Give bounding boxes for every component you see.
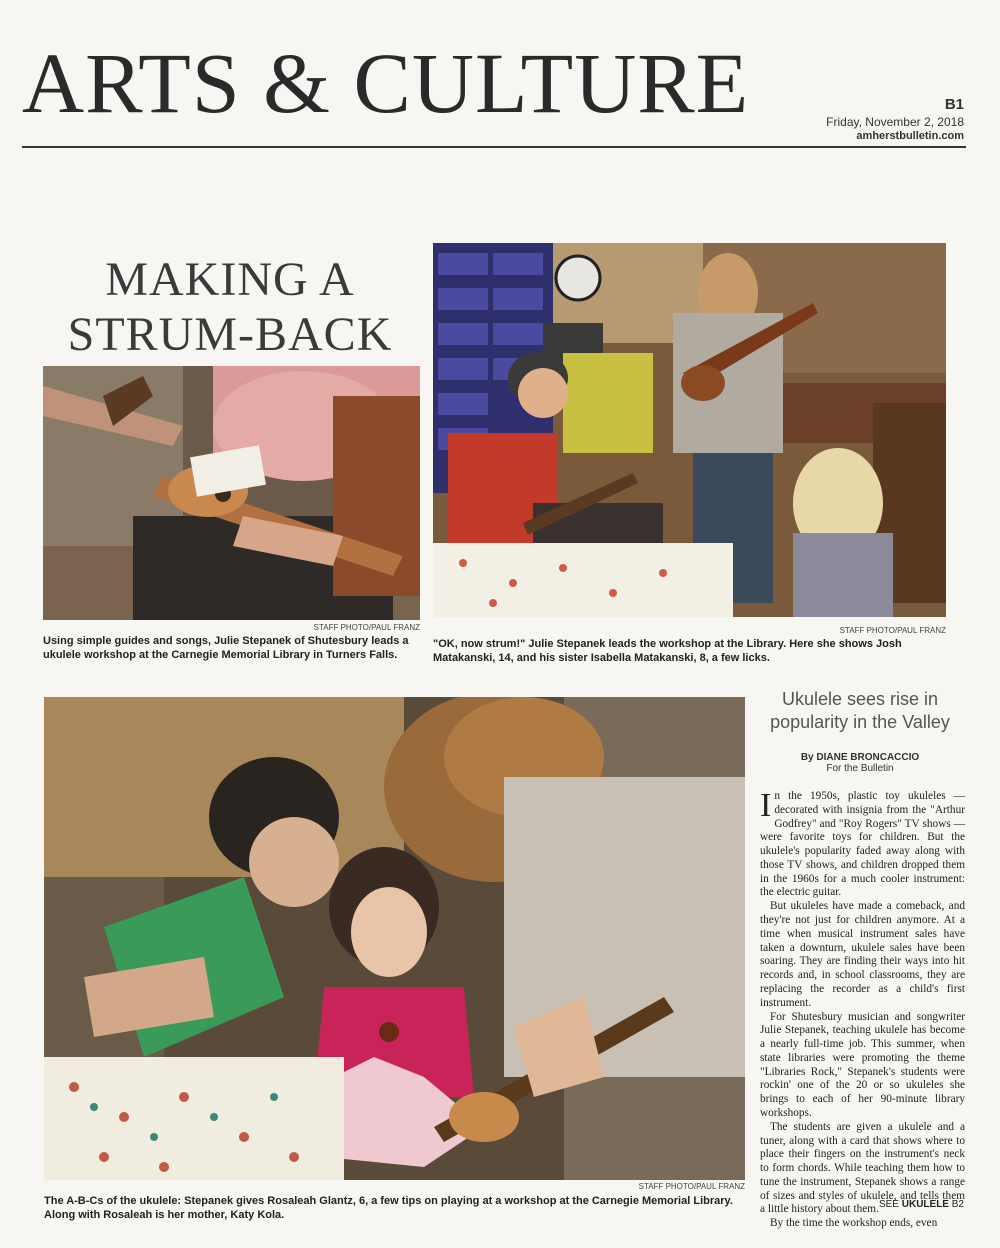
photo2-caption: "OK, now strum!" Julie Stepanek leads the workshop at the Library. Here she shows Josh Matakanski, 14, and his sister Isabella Matakanski, 8, a few licks. bbox=[433, 638, 902, 665]
photo3-credit: STAFF PHOTO/PAUL FRANZ bbox=[638, 1182, 745, 1191]
photo-girl-ukulele bbox=[44, 697, 745, 1180]
headline bbox=[40, 252, 420, 362]
drop-cap: I bbox=[760, 787, 772, 824]
byline-name: By DIANE BRONCACCIO bbox=[800, 752, 920, 763]
photo-workshop bbox=[433, 243, 946, 617]
byline-org: For the Bulletin bbox=[826, 763, 894, 774]
website: amherstbulletin.com bbox=[856, 130, 964, 142]
jump-line[interactable]: SEE UKULELE B2 bbox=[878, 1199, 964, 1210]
headline-line-2: STRUM-BACK bbox=[67, 308, 393, 362]
story-paragraph: But ukuleles have made a comeback, and they're not just for children anymore. At a time when musical instrument sales have taken a downturn, ukulele sales have been soaring. They are finding their ways into hit records and, in school classrooms, they are replacing the recorder as a child's first instrument. bbox=[760, 900, 965, 1009]
story-paragraph: The students are given a ukulele and a tuner, along with a card that shows where to place their fingers on the instrument's neck to form chords. While teaching them how to tune the instrument, Stepanek shows a range of sizes and styles of ukulele, and tells them a little history about them. bbox=[760, 1120, 965, 1216]
section-title: ARTS & CULTURE bbox=[22, 35, 750, 131]
story-deck: Ukulele sees rise in popularity in the Valley bbox=[770, 689, 950, 732]
photo3-caption: The A-B-Cs of the ukulele: Stepanek gives Rosaleah Glantz, 6, a few tips on playing at a workshop at the Carnegie Memorial Library. Along with Rosaleah is her mother, Katy Kola. bbox=[44, 1195, 733, 1222]
publication-date: Friday, November 2, 2018 bbox=[826, 115, 964, 129]
story-paragraph: In the 1950s, plastic toy ukuleles — decorated with insignia from the "Arthur Godfrey" and "Roy Rogers" TV shows — were favorite toys for children. But the ukulele's popularity faded away along with those TV shows, and children dropped them in the 1960s for a much cooler instrument: the electric guitar. bbox=[760, 787, 965, 899]
story-paragraph: By the time the workshop ends, even bbox=[770, 1217, 938, 1230]
photo-ukulele-hands bbox=[43, 366, 420, 620]
story-paragraph: For Shutesbury musician and songwriter Julie Stepanek, teaching ukulele has become a nearly full-time job. This summer, when state libraries were promoting the theme "Libraries Rock," Stepanek's students were rockin' one of the 20 or so ukuleles she brings to each of her 90-minute library workshops. bbox=[760, 1010, 965, 1119]
photo1-caption: Using simple guides and songs, Julie Stepanek of Shutesbury leads a ukulele workshop at the Carnegie Memorial Library in Turners Falls. bbox=[43, 635, 409, 662]
headline-line-1: MAKING A bbox=[105, 253, 355, 306]
byline bbox=[760, 752, 960, 774]
page-number: B1 bbox=[944, 96, 964, 113]
story-body bbox=[760, 787, 965, 1231]
photo2-credit: STAFF PHOTO/PAUL FRANZ bbox=[839, 626, 946, 635]
page-meta bbox=[826, 96, 964, 142]
jump-target[interactable]: UKULELE bbox=[901, 1199, 949, 1210]
photo1-credit: STAFF PHOTO/PAUL FRANZ bbox=[313, 623, 420, 632]
masthead-rule bbox=[22, 146, 966, 148]
